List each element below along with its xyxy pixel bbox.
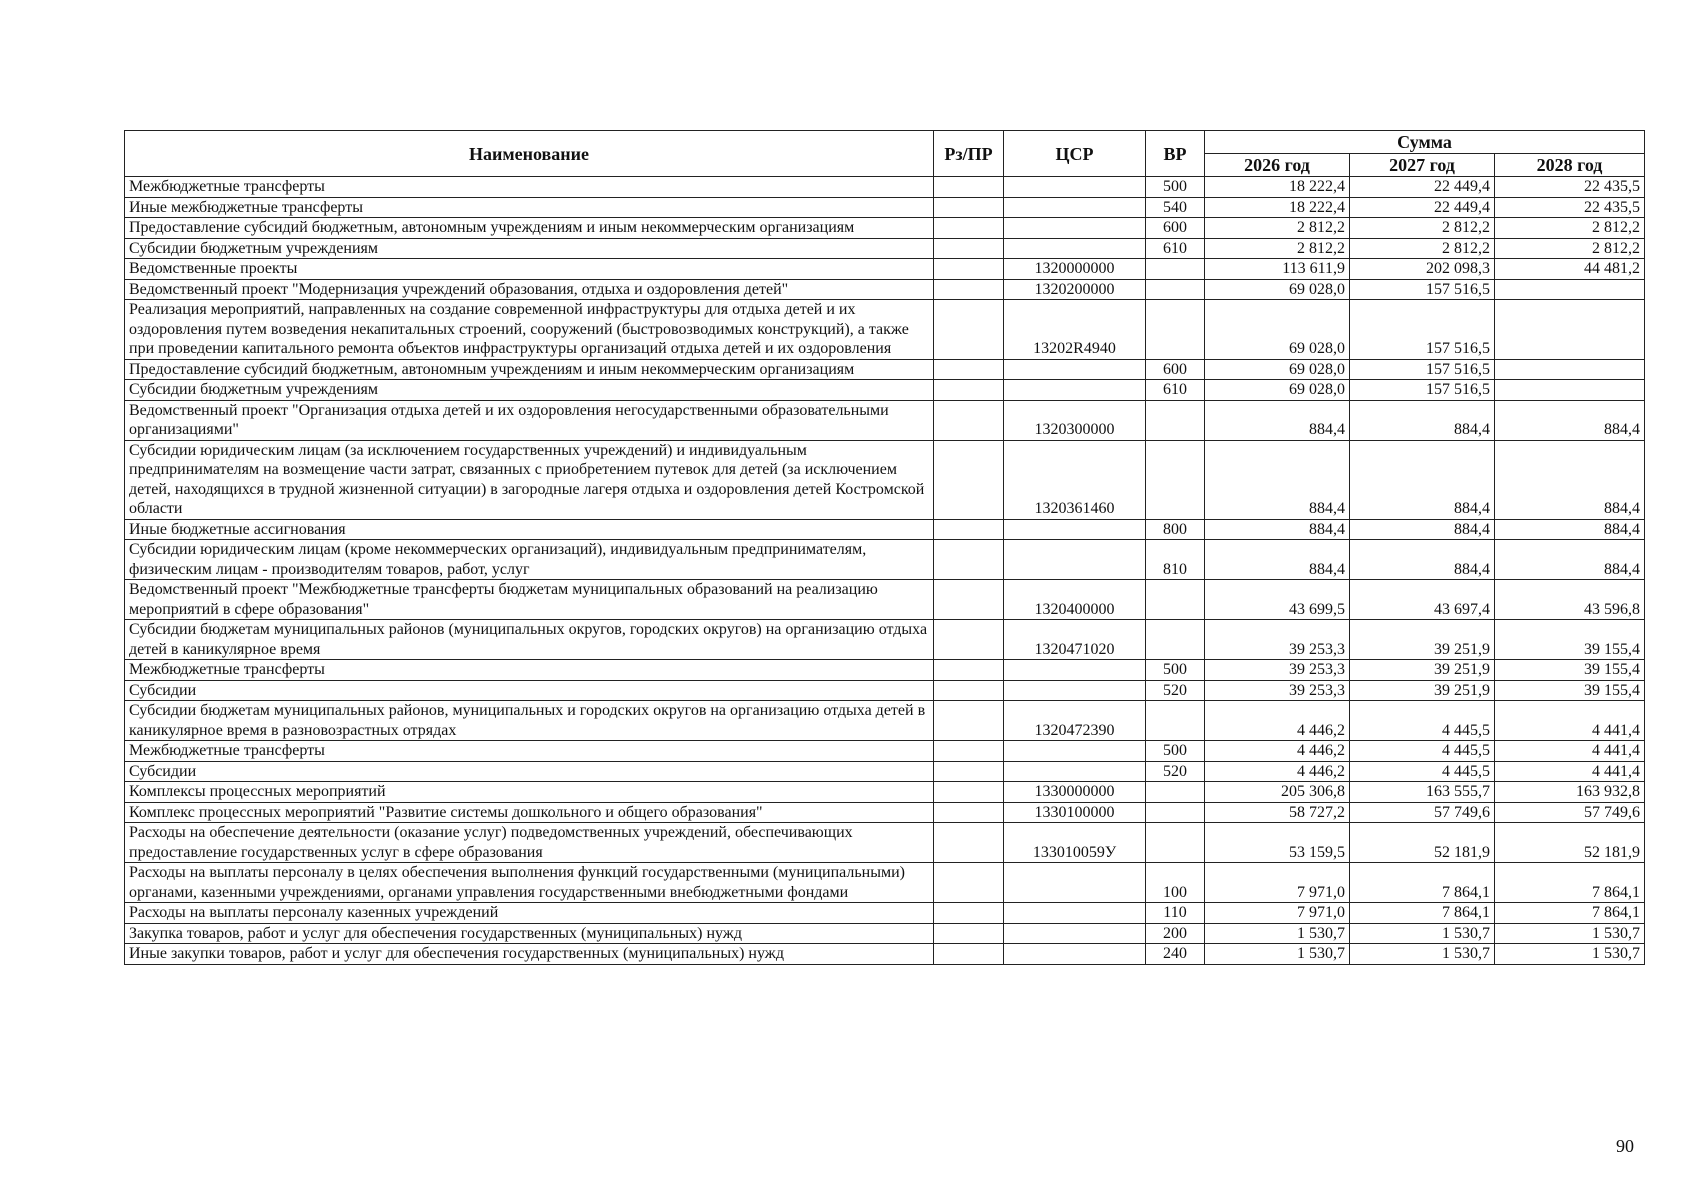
row-name: Иные бюджетные ассигнования (125, 519, 934, 540)
table-row (125, 741, 1645, 762)
row-name: Закупка товаров, работ и услуг для обеспечения государственных (муниципальных) нужд (125, 923, 934, 944)
row-name: Расходы на выплаты персоналу в целях обеспечения выполнения функций государственными (муниципальными) органами, казенными учреждениями, органами управления государственными внебюджетными фондами (125, 863, 934, 903)
row-vr: 520 (1146, 761, 1205, 782)
row-sum-2028: 4 441,4 (1495, 741, 1645, 762)
row-sum-2028: 4 441,4 (1495, 761, 1645, 782)
row-rzpr (934, 863, 1004, 903)
table-row (125, 680, 1645, 701)
row-sum-2026: 53 159,5 (1205, 823, 1350, 863)
row-csr (1004, 761, 1146, 782)
row-sum-2027: 157 516,5 (1350, 380, 1495, 401)
row-sum-2026: 884,4 (1205, 400, 1350, 440)
row-sum-2028 (1495, 300, 1645, 360)
row-csr (1004, 238, 1146, 259)
row-sum-2026: 1 530,7 (1205, 923, 1350, 944)
table-row (125, 279, 1645, 300)
row-rzpr (934, 823, 1004, 863)
row-csr (1004, 660, 1146, 681)
row-rzpr (934, 380, 1004, 401)
row-sum-2026: 69 028,0 (1205, 380, 1350, 401)
row-sum-2027: 39 251,9 (1350, 620, 1495, 660)
row-sum-2027: 22 449,4 (1350, 197, 1495, 218)
row-vr (1146, 580, 1205, 620)
row-rzpr (934, 238, 1004, 259)
row-sum-2028: 57 749,6 (1495, 802, 1645, 823)
table-row (125, 540, 1645, 580)
row-sum-2026: 18 222,4 (1205, 197, 1350, 218)
table-row (125, 660, 1645, 681)
row-csr (1004, 923, 1146, 944)
row-sum-2026: 4 446,2 (1205, 741, 1350, 762)
row-name: Предоставление субсидий бюджетным, автономным учреждениям и иным некоммерческим организациям (125, 218, 934, 239)
row-rzpr (934, 701, 1004, 741)
table-row (125, 300, 1645, 360)
row-sum-2027: 43 697,4 (1350, 580, 1495, 620)
row-rzpr (934, 359, 1004, 380)
row-sum-2028: 4 441,4 (1495, 701, 1645, 741)
row-sum-2027: 157 516,5 (1350, 300, 1495, 360)
table-row (125, 903, 1645, 924)
row-sum-2026: 7 971,0 (1205, 863, 1350, 903)
row-rzpr (934, 944, 1004, 965)
row-name: Субсидии юридическим лицам (кроме некоммерческих организаций), индивидуальным предпринимателям, физическим лицам - производителям товаров, работ, услуг (125, 540, 934, 580)
row-vr: 600 (1146, 218, 1205, 239)
row-name: Субсидии юридическим лицам (за исключением государственных учреждений) и индивидуальным предпринимателям на возмещение части затрат, связанных с приобретением путевок для детей (за исключением детей, находящихся в трудной жизненной ситуации) в загородные лагеря отдыха и оздоровления детей Костромской области (125, 440, 934, 519)
row-vr: 200 (1146, 923, 1205, 944)
row-csr (1004, 903, 1146, 924)
row-csr: 1320472390 (1004, 701, 1146, 741)
row-csr: 1320361460 (1004, 440, 1146, 519)
row-sum-2027: 884,4 (1350, 400, 1495, 440)
row-sum-2027: 884,4 (1350, 540, 1495, 580)
row-sum-2028: 2 812,2 (1495, 218, 1645, 239)
row-name: Межбюджетные трансферты (125, 177, 934, 198)
row-rzpr (934, 440, 1004, 519)
row-name: Ведомственный проект "Модернизация учреждений образования, отдыха и оздоровления детей" (125, 279, 934, 300)
row-sum-2028: 1 530,7 (1495, 923, 1645, 944)
row-vr: 810 (1146, 540, 1205, 580)
row-csr (1004, 863, 1146, 903)
table-row (125, 923, 1645, 944)
row-sum-2028 (1495, 359, 1645, 380)
header-year-2026: 2026 год (1205, 154, 1350, 177)
table-row (125, 238, 1645, 259)
row-rzpr (934, 903, 1004, 924)
row-sum-2028: 22 435,5 (1495, 197, 1645, 218)
row-rzpr (934, 580, 1004, 620)
row-vr: 110 (1146, 903, 1205, 924)
row-sum-2026: 884,4 (1205, 440, 1350, 519)
row-vr (1146, 279, 1205, 300)
row-csr (1004, 519, 1146, 540)
header-csr: ЦСР (1004, 131, 1146, 177)
row-csr (1004, 197, 1146, 218)
row-csr: 13202R4940 (1004, 300, 1146, 360)
row-sum-2026: 884,4 (1205, 540, 1350, 580)
row-sum-2028 (1495, 380, 1645, 401)
row-name: Иные межбюджетные трансферты (125, 197, 934, 218)
row-vr: 610 (1146, 380, 1205, 401)
table-row (125, 259, 1645, 280)
row-sum-2027: 884,4 (1350, 519, 1495, 540)
table-row (125, 359, 1645, 380)
row-csr: 1320000000 (1004, 259, 1146, 280)
row-sum-2027: 157 516,5 (1350, 359, 1495, 380)
header-year-2027: 2027 год (1350, 154, 1495, 177)
row-name: Субсидии бюджетам муниципальных районов, муниципальных и городских округов на организацию отдыха детей в каникулярное время в разновозрастных отрядах (125, 701, 934, 741)
table-row (125, 400, 1645, 440)
row-vr: 500 (1146, 177, 1205, 198)
page-number: 90 (1616, 1136, 1634, 1156)
row-sum-2028: 22 435,5 (1495, 177, 1645, 198)
row-name: Расходы на выплаты персоналу казенных учреждений (125, 903, 934, 924)
row-csr: 1330100000 (1004, 802, 1146, 823)
row-sum-2026: 39 253,3 (1205, 620, 1350, 660)
budget-table (124, 130, 1645, 965)
row-name: Ведомственные проекты (125, 259, 934, 280)
row-sum-2027: 39 251,9 (1350, 660, 1495, 681)
row-rzpr (934, 177, 1004, 198)
header-rzpr: Рз/ПР (934, 131, 1004, 177)
row-vr: 500 (1146, 741, 1205, 762)
row-name: Субсидии бюджетам муниципальных районов (муниципальных округов, городских округов) на организацию отдыха детей в каникулярное время (125, 620, 934, 660)
table-row (125, 580, 1645, 620)
row-sum-2028: 52 181,9 (1495, 823, 1645, 863)
row-vr (1146, 802, 1205, 823)
row-sum-2027: 2 812,2 (1350, 218, 1495, 239)
row-sum-2027: 22 449,4 (1350, 177, 1495, 198)
row-csr: 1320300000 (1004, 400, 1146, 440)
budget-table-sheet (124, 130, 1644, 965)
row-csr (1004, 380, 1146, 401)
row-rzpr (934, 782, 1004, 803)
table-row (125, 761, 1645, 782)
row-csr (1004, 540, 1146, 580)
table-row (125, 177, 1645, 198)
row-vr: 610 (1146, 238, 1205, 259)
row-rzpr (934, 802, 1004, 823)
row-sum-2028 (1495, 279, 1645, 300)
row-sum-2026: 69 028,0 (1205, 300, 1350, 360)
row-sum-2026: 69 028,0 (1205, 279, 1350, 300)
row-sum-2028: 7 864,1 (1495, 863, 1645, 903)
row-sum-2026: 69 028,0 (1205, 359, 1350, 380)
row-rzpr (934, 197, 1004, 218)
row-sum-2027: 4 445,5 (1350, 761, 1495, 782)
row-sum-2027: 57 749,6 (1350, 802, 1495, 823)
row-sum-2027: 4 445,5 (1350, 701, 1495, 741)
table-header (125, 131, 1645, 177)
row-rzpr (934, 279, 1004, 300)
row-sum-2027: 2 812,2 (1350, 238, 1495, 259)
row-rzpr (934, 660, 1004, 681)
row-name: Реализация мероприятий, направленных на создание современной инфраструктуры для отдыха детей и их оздоровления путем возведения некапитальных строений, сооружений (быстровозводимых конструкций), а также при проведении капитального ремонта объектов инфраструктуры организаций отдыха детей и их оздоровления (125, 300, 934, 360)
row-name: Субсидии бюджетным учреждениям (125, 238, 934, 259)
row-csr: 1320471020 (1004, 620, 1146, 660)
row-csr: 1320400000 (1004, 580, 1146, 620)
row-rzpr (934, 300, 1004, 360)
row-vr (1146, 300, 1205, 360)
header-name: Наименование (125, 131, 934, 177)
row-csr: 133010059У (1004, 823, 1146, 863)
row-sum-2027: 157 516,5 (1350, 279, 1495, 300)
row-csr: 1320200000 (1004, 279, 1146, 300)
row-rzpr (934, 761, 1004, 782)
table-body (125, 177, 1645, 965)
row-sum-2028: 1 530,7 (1495, 944, 1645, 965)
row-sum-2027: 163 555,7 (1350, 782, 1495, 803)
row-sum-2027: 4 445,5 (1350, 741, 1495, 762)
row-vr (1146, 782, 1205, 803)
row-vr (1146, 620, 1205, 660)
row-sum-2026: 39 253,3 (1205, 680, 1350, 701)
header-sum: Сумма (1205, 131, 1645, 154)
row-sum-2028: 2 812,2 (1495, 238, 1645, 259)
row-sum-2028: 884,4 (1495, 440, 1645, 519)
row-sum-2026: 1 530,7 (1205, 944, 1350, 965)
row-rzpr (934, 741, 1004, 762)
row-vr: 800 (1146, 519, 1205, 540)
row-name: Ведомственный проект "Межбюджетные трансферты бюджетам муниципальных образований на реализацию мероприятий в сфере образования" (125, 580, 934, 620)
row-name: Ведомственный проект "Организация отдыха детей и их оздоровления негосударственными образовательными организациями" (125, 400, 934, 440)
table-row (125, 218, 1645, 239)
row-name: Комплекс процессных мероприятий "Развитие системы дошкольного и общего образования" (125, 802, 934, 823)
row-name: Предоставление субсидий бюджетным, автономным учреждениям и иным некоммерческим организациям (125, 359, 934, 380)
row-vr: 540 (1146, 197, 1205, 218)
row-name: Субсидии (125, 761, 934, 782)
row-sum-2028: 39 155,4 (1495, 620, 1645, 660)
row-rzpr (934, 923, 1004, 944)
row-sum-2027: 52 181,9 (1350, 823, 1495, 863)
row-sum-2028: 43 596,8 (1495, 580, 1645, 620)
row-csr (1004, 177, 1146, 198)
table-row (125, 701, 1645, 741)
row-name: Субсидии (125, 680, 934, 701)
row-vr: 100 (1146, 863, 1205, 903)
row-name: Субсидии бюджетным учреждениям (125, 380, 934, 401)
row-rzpr (934, 620, 1004, 660)
row-sum-2028: 39 155,4 (1495, 660, 1645, 681)
row-rzpr (934, 519, 1004, 540)
row-rzpr (934, 259, 1004, 280)
table-row (125, 380, 1645, 401)
row-sum-2026: 39 253,3 (1205, 660, 1350, 681)
row-csr (1004, 359, 1146, 380)
row-sum-2026: 18 222,4 (1205, 177, 1350, 198)
row-sum-2027: 202 098,3 (1350, 259, 1495, 280)
row-sum-2026: 2 812,2 (1205, 218, 1350, 239)
row-vr (1146, 823, 1205, 863)
row-vr (1146, 701, 1205, 741)
row-rzpr (934, 680, 1004, 701)
table-row (125, 823, 1645, 863)
table-row (125, 620, 1645, 660)
row-sum-2028: 884,4 (1495, 519, 1645, 540)
row-sum-2027: 884,4 (1350, 440, 1495, 519)
table-row (125, 197, 1645, 218)
row-vr: 500 (1146, 660, 1205, 681)
row-sum-2026: 4 446,2 (1205, 701, 1350, 741)
row-sum-2027: 1 530,7 (1350, 923, 1495, 944)
row-csr (1004, 944, 1146, 965)
row-sum-2028: 163 932,8 (1495, 782, 1645, 803)
row-sum-2028: 44 481,2 (1495, 259, 1645, 280)
row-sum-2028: 884,4 (1495, 540, 1645, 580)
row-sum-2027: 7 864,1 (1350, 903, 1495, 924)
row-sum-2026: 4 446,2 (1205, 761, 1350, 782)
header-year-2028: 2028 год (1495, 154, 1645, 177)
row-rzpr (934, 540, 1004, 580)
row-csr (1004, 680, 1146, 701)
row-csr (1004, 741, 1146, 762)
row-csr: 1330000000 (1004, 782, 1146, 803)
row-rzpr (934, 400, 1004, 440)
table-row (125, 440, 1645, 519)
row-vr (1146, 259, 1205, 280)
table-row (125, 519, 1645, 540)
row-sum-2026: 884,4 (1205, 519, 1350, 540)
row-name: Комплексы процессных мероприятий (125, 782, 934, 803)
row-rzpr (934, 218, 1004, 239)
table-row (125, 863, 1645, 903)
row-sum-2027: 39 251,9 (1350, 680, 1495, 701)
row-sum-2028: 884,4 (1495, 400, 1645, 440)
row-vr (1146, 440, 1205, 519)
table-row (125, 802, 1645, 823)
row-csr (1004, 218, 1146, 239)
row-sum-2026: 58 727,2 (1205, 802, 1350, 823)
row-name: Расходы на обеспечение деятельности (оказание услуг) подведомственных учреждений, обеспечивающих предоставление государственных услуг в сфере образования (125, 823, 934, 863)
row-sum-2026: 2 812,2 (1205, 238, 1350, 259)
row-name: Иные закупки товаров, работ и услуг для обеспечения государственных (муниципальных) нужд (125, 944, 934, 965)
row-vr: 600 (1146, 359, 1205, 380)
row-vr (1146, 400, 1205, 440)
row-sum-2026: 43 699,5 (1205, 580, 1350, 620)
row-sum-2028: 7 864,1 (1495, 903, 1645, 924)
row-sum-2026: 7 971,0 (1205, 903, 1350, 924)
table-row (125, 944, 1645, 965)
row-name: Межбюджетные трансферты (125, 660, 934, 681)
row-sum-2026: 113 611,9 (1205, 259, 1350, 280)
row-name: Межбюджетные трансферты (125, 741, 934, 762)
row-sum-2027: 1 530,7 (1350, 944, 1495, 965)
row-sum-2027: 7 864,1 (1350, 863, 1495, 903)
row-vr: 240 (1146, 944, 1205, 965)
row-vr: 520 (1146, 680, 1205, 701)
header-vr: ВР (1146, 131, 1205, 177)
row-sum-2026: 205 306,8 (1205, 782, 1350, 803)
table-row (125, 782, 1645, 803)
row-sum-2028: 39 155,4 (1495, 680, 1645, 701)
